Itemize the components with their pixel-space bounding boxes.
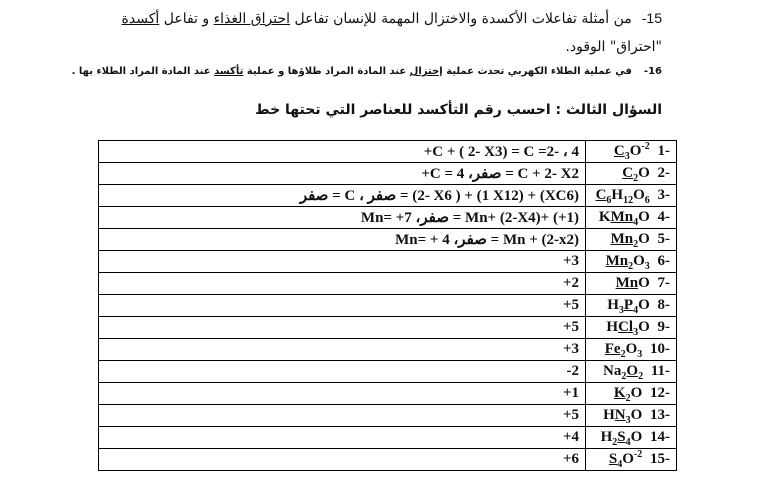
compound-formula (607, 297, 650, 316)
row-number: -12 (650, 385, 670, 401)
underlined-element: K (613, 385, 626, 401)
underlined-element: C (622, 165, 634, 181)
formula-part: O (630, 429, 643, 445)
formula-prefix-subscript: 2 (621, 371, 627, 382)
row-number: -8 (657, 297, 670, 313)
table-row (99, 251, 677, 273)
formula-subscript: 4 (617, 459, 623, 470)
row-number: -15 (650, 451, 670, 467)
formula-prefix-subscript: 2 (612, 437, 618, 448)
compound-formula (603, 407, 643, 426)
underlined-element: Mn (605, 253, 629, 269)
question-15-text-a: من أمثلة تفاعلات الأكسدة والاختزال المهمة للإنسان تفاعل (290, 11, 632, 27)
row-number: -5 (657, 231, 670, 247)
row-number: -1 (657, 143, 670, 159)
compound-cell (586, 383, 677, 405)
oxidation-calculation: 5+ (99, 295, 586, 317)
oxidation-calculation: (XC6) + (1 X12) + ( 2- X6) = صفر ، C = صفر (99, 185, 586, 207)
row-number: -13 (650, 407, 670, 423)
underlined-element: N (614, 407, 626, 423)
formula-subscript: 2 (625, 393, 631, 404)
underlined-element: Mn (610, 209, 634, 225)
formula-part: O (633, 253, 645, 269)
table-row (99, 141, 677, 163)
formula-part: O (625, 341, 638, 357)
compound-formula (613, 385, 643, 404)
row-number: -4 (657, 209, 670, 225)
oxidation-number-table (98, 140, 677, 471)
compound-formula (613, 141, 650, 162)
compound-formula (606, 319, 650, 338)
compound-cell (586, 405, 677, 427)
compound-formula (595, 187, 650, 206)
oxidation-calculation: 4+ (99, 427, 586, 449)
compound-formula (616, 275, 650, 291)
formula-part-2: O (633, 187, 645, 203)
compound-cell (586, 273, 677, 295)
table-row (99, 185, 677, 207)
compound-formula (603, 363, 644, 382)
compound-formula (622, 165, 650, 184)
formula-subscript: 2 (620, 349, 626, 360)
formula-part: O (638, 165, 650, 181)
table-row (99, 383, 677, 405)
oxidation-calculation: 5+ (99, 405, 586, 427)
formula-part: O (638, 275, 650, 291)
question-16-underlined-reduction: إختزال (409, 66, 443, 77)
formula-subscript: 6 (606, 195, 612, 206)
table-row (99, 339, 677, 361)
oxidation-calculation: 3+ (99, 251, 586, 273)
compound-cell (586, 185, 677, 207)
compound-cell (586, 449, 677, 471)
formula-subscript-2: 3 (637, 349, 643, 360)
question-16 (42, 66, 662, 77)
formula-part: H (611, 187, 624, 203)
row-number: -9 (657, 319, 670, 335)
formula-part: O (638, 297, 650, 313)
table-row (99, 449, 677, 471)
formula-subscript-3: 6 (644, 195, 650, 206)
compound-formula (610, 231, 650, 250)
table-row (99, 273, 677, 295)
underlined-element: P (623, 297, 634, 313)
formula-part: O (629, 143, 642, 159)
formula-subscript: 4 (633, 217, 639, 228)
question-15 (62, 4, 662, 61)
oxidation-calculation: (1+) +Mn+ (2-X4) = صفر، Mn= +7 (99, 207, 586, 229)
row-number: -6 (657, 253, 670, 269)
underlined-element: S (608, 451, 618, 467)
row-number: -3 (657, 187, 670, 203)
formula-subscript-2: 12 (623, 195, 634, 206)
formula-part: O (630, 407, 643, 423)
question-15-line-2: "احتراق" الوقود. (565, 39, 662, 55)
question-15-underlined-food: احتراق الغذاء (213, 11, 291, 27)
compound-cell (586, 339, 677, 361)
question-16-underlined-oxidation: تأكسد (214, 66, 244, 77)
formula-subscript: 3 (625, 415, 631, 426)
compound-cell (586, 317, 677, 339)
underlined-element: O (626, 363, 639, 379)
underlined-element: C (595, 187, 607, 203)
underlined-element: S (617, 429, 626, 445)
row-number: -7 (657, 275, 670, 291)
formula-subscript: 4 (633, 305, 639, 316)
compound-cell (586, 251, 677, 273)
question-15-line-1 (62, 4, 662, 33)
table-row (99, 207, 677, 229)
formula-prefix: H (603, 407, 615, 423)
formula-part: O (638, 209, 650, 225)
formula-part: O (638, 319, 650, 335)
formula-subscript: 2 (633, 173, 639, 184)
oxidation-calculation: 5+ (99, 317, 586, 339)
oxidation-calculation: 3+ (99, 339, 586, 361)
question-16-text-e: عند المادة المراد الطلاء بها . (71, 66, 215, 77)
formula-subscript: 2 (638, 371, 644, 382)
formula-charge: -2 (641, 141, 650, 152)
formula-subscript: 2 (633, 239, 639, 250)
formula-prefix: Na (603, 363, 622, 379)
compound-cell (586, 427, 677, 449)
table-row (99, 361, 677, 383)
underlined-element: C (613, 143, 625, 159)
compound-cell (586, 207, 677, 229)
compound-cell (586, 141, 677, 163)
oxidation-calculation: C + ( 2- X3) = C =2- ، 4+ (99, 141, 586, 163)
question-16-number: 16- (643, 66, 662, 77)
compound-cell (586, 229, 677, 251)
formula-charge: -2 (633, 449, 643, 460)
formula-prefix: K (598, 209, 611, 225)
oxidation-calculation: Mn + (2-x2) = صفر، Mn= + 4 (99, 229, 586, 251)
question-15-number: 15- (641, 10, 662, 26)
underlined-element: Fe (604, 341, 621, 357)
formula-part: O (638, 231, 650, 247)
underlined-element: Mn (615, 275, 639, 291)
formula-subscript: 3 (624, 151, 630, 162)
formula-prefix: H (600, 429, 613, 445)
question-16-text-a: في عملية الطلاء الكهربي تحدث عملية (442, 66, 632, 77)
oxidation-calculation: C + 2- X2 = صفر، C = 4+ (99, 163, 586, 185)
compound-formula (608, 449, 643, 470)
formula-part: O (622, 451, 634, 467)
table-row (99, 229, 677, 251)
question-16-text-c: عند المادة المراد طلاؤها و عملية (243, 66, 410, 77)
oxidation-calculation: 6+ (99, 449, 586, 471)
compound-cell (586, 163, 677, 185)
question-3-title: السؤال الثالث : احسب رقم التأكسد للعناصر التي تحتها خط (255, 102, 662, 118)
table-row (99, 163, 677, 185)
table-row (99, 427, 677, 449)
oxidation-calculation: 2+ (99, 273, 586, 295)
formula-part: O (630, 385, 643, 401)
question-15-text-c: و تفاعل (159, 11, 214, 27)
oxidation-calculation: 1+ (99, 383, 586, 405)
underlined-element: Cl (618, 319, 634, 335)
underlined-element: Mn (610, 231, 634, 247)
table-row (99, 317, 677, 339)
compound-formula (605, 253, 650, 272)
compound-formula (604, 341, 643, 360)
compound-formula (598, 209, 650, 228)
formula-prefix: H (607, 297, 619, 313)
row-number: -11 (650, 363, 670, 379)
question-15-underlined-oxidation: أكسدة (121, 11, 160, 27)
compound-formula (600, 429, 643, 448)
table-row (99, 295, 677, 317)
row-number: -14 (650, 429, 670, 445)
compound-cell (586, 295, 677, 317)
formula-subscript-2: 3 (644, 261, 650, 272)
compound-cell (586, 361, 677, 383)
oxidation-calculation: 2- (99, 361, 586, 383)
formula-subscript: 3 (633, 327, 639, 338)
formula-prefix-subscript: 3 (618, 305, 624, 316)
formula-subscript: 2 (628, 261, 634, 272)
row-number: -10 (650, 341, 670, 357)
formula-subscript: 4 (625, 437, 631, 448)
formula-prefix: H (606, 319, 619, 335)
row-number: -2 (657, 165, 670, 181)
table-row (99, 405, 677, 427)
